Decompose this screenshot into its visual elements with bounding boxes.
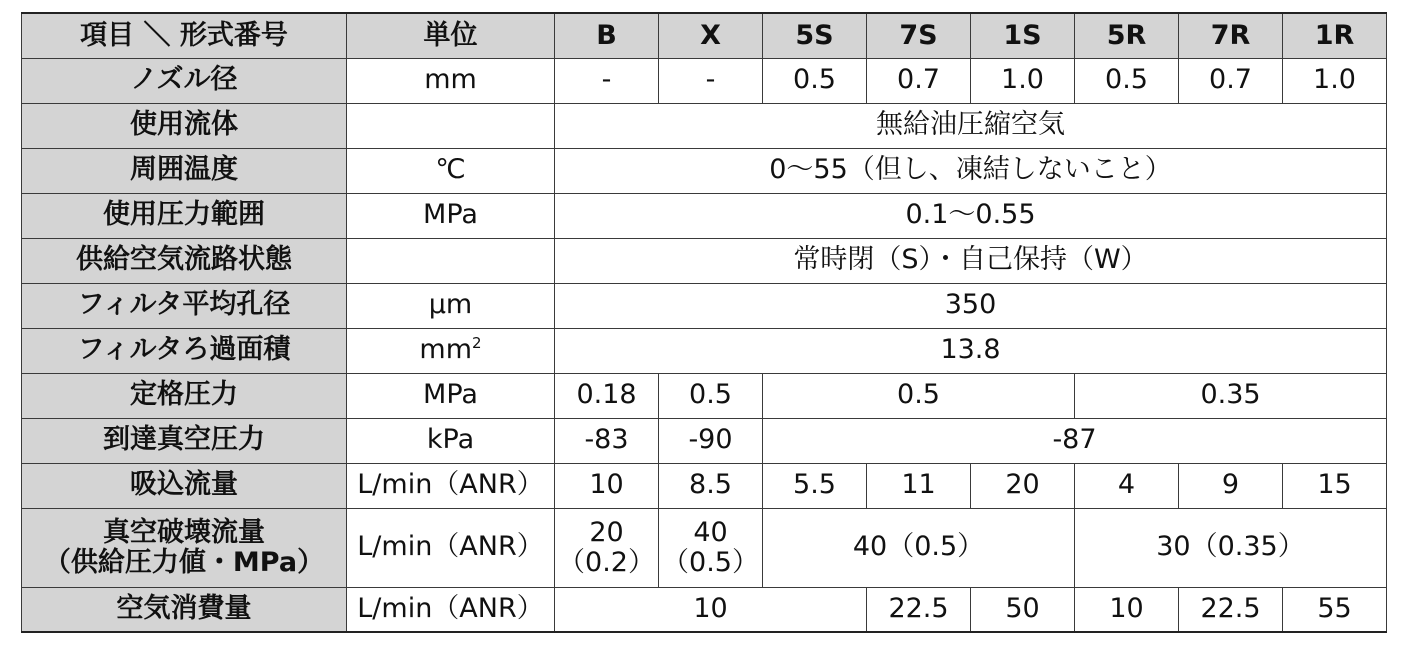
table-row <box>22 148 1387 193</box>
value-cell <box>659 508 763 587</box>
value-cell: 8.5 <box>659 463 763 508</box>
value-cell: 9 <box>1179 463 1283 508</box>
value-cell: 40（0.5） <box>763 508 1075 587</box>
unit-cell: μm <box>347 283 555 328</box>
value-cell: 10 <box>555 463 659 508</box>
value-cell: 常時閉（S）・自己保持（W） <box>555 238 1387 283</box>
value-cell: 13.8 <box>555 328 1387 373</box>
table-row <box>22 238 1387 283</box>
value-cell: 22.5 <box>1179 587 1283 632</box>
unit-cell <box>347 328 555 373</box>
unit-text: mm <box>419 334 473 366</box>
table-row <box>22 463 1387 508</box>
unit-superscript: 2 <box>472 334 482 353</box>
header-item-cell: 項目 ＼ 形式番号 <box>22 13 347 58</box>
table-row <box>22 587 1387 632</box>
value-cell: 50 <box>971 587 1075 632</box>
row-label-line2: （供給圧力値・MPa） <box>43 546 325 578</box>
row-label: フィルタ平均孔径 <box>22 283 347 328</box>
value-cell: 0.5 <box>659 373 763 418</box>
value-cell: 55 <box>1283 587 1387 632</box>
row-label <box>22 508 347 587</box>
model-7s: 7S <box>867 13 971 58</box>
value-cell: 22.5 <box>867 587 971 632</box>
row-label: ノズル径 <box>22 58 347 103</box>
value-cell: -87 <box>763 418 1387 463</box>
model-5r: 5R <box>1075 13 1179 58</box>
unit-cell: L/min（ANR） <box>347 587 555 632</box>
unit-cell: L/min（ANR） <box>347 463 555 508</box>
table-row <box>22 58 1387 103</box>
value-cell: -90 <box>659 418 763 463</box>
unit-cell <box>347 238 555 283</box>
value-cell: 0.7 <box>1179 58 1283 103</box>
value-cell: 0.5 <box>763 58 867 103</box>
value-cell: 0.5 <box>763 373 1075 418</box>
model-b: B <box>555 13 659 58</box>
row-label: フィルタろ過面積 <box>22 328 347 373</box>
value-cell: 1.0 <box>1283 58 1387 103</box>
value-cell: 1.0 <box>971 58 1075 103</box>
unit-cell: ℃ <box>347 148 555 193</box>
table-row <box>22 508 1387 587</box>
value-cell: 10 <box>555 587 867 632</box>
value-line2: （0.2） <box>558 546 655 578</box>
model-x: X <box>659 13 763 58</box>
row-label: 吸込流量 <box>22 463 347 508</box>
row-label: 供給空気流路状態 <box>22 238 347 283</box>
table-row <box>22 328 1387 373</box>
value-cell: 11 <box>867 463 971 508</box>
value-cell: 0.35 <box>1075 373 1387 418</box>
unit-cell: mm <box>347 58 555 103</box>
value-cell: 4 <box>1075 463 1179 508</box>
value-cell <box>555 508 659 587</box>
value-cell: 0.18 <box>555 373 659 418</box>
value-line1: 20 <box>589 516 624 548</box>
row-label: 到達真空圧力 <box>22 418 347 463</box>
value-cell: 15 <box>1283 463 1387 508</box>
row-label: 使用圧力範囲 <box>22 193 347 238</box>
model-5s: 5S <box>763 13 867 58</box>
row-label: 定格圧力 <box>22 373 347 418</box>
value-line2: （0.5） <box>662 546 759 578</box>
table-row <box>22 373 1387 418</box>
unit-cell: MPa <box>347 193 555 238</box>
value-cell: 30（0.35） <box>1075 508 1387 587</box>
header-unit-cell: 単位 <box>347 13 555 58</box>
model-1s: 1S <box>971 13 1075 58</box>
unit-cell <box>347 103 555 148</box>
value-cell: 無給油圧縮空気 <box>555 103 1387 148</box>
table-row <box>22 193 1387 238</box>
value-line1: 40 <box>693 516 728 548</box>
table-row <box>22 283 1387 328</box>
value-cell: 0.7 <box>867 58 971 103</box>
row-label: 使用流体 <box>22 103 347 148</box>
value-cell: 5.5 <box>763 463 867 508</box>
row-label: 周囲温度 <box>22 148 347 193</box>
value-cell: 10 <box>1075 587 1179 632</box>
spec-table <box>21 12 1387 633</box>
header-row <box>22 13 1387 58</box>
value-cell: 0.5 <box>1075 58 1179 103</box>
unit-cell: MPa <box>347 373 555 418</box>
row-label-line1: 真空破壊流量 <box>103 516 265 548</box>
value-cell: -83 <box>555 418 659 463</box>
value-cell: 20 <box>971 463 1075 508</box>
row-label: 空気消費量 <box>22 587 347 632</box>
value-cell: - <box>555 58 659 103</box>
model-7r: 7R <box>1179 13 1283 58</box>
value-cell: 350 <box>555 283 1387 328</box>
value-cell: - <box>659 58 763 103</box>
model-1r: 1R <box>1283 13 1387 58</box>
table-row <box>22 103 1387 148</box>
unit-cell: L/min（ANR） <box>347 508 555 587</box>
value-cell: 0〜55（但し、凍結しないこと） <box>555 148 1387 193</box>
table-row <box>22 418 1387 463</box>
unit-cell: kPa <box>347 418 555 463</box>
value-cell: 0.1〜0.55 <box>555 193 1387 238</box>
